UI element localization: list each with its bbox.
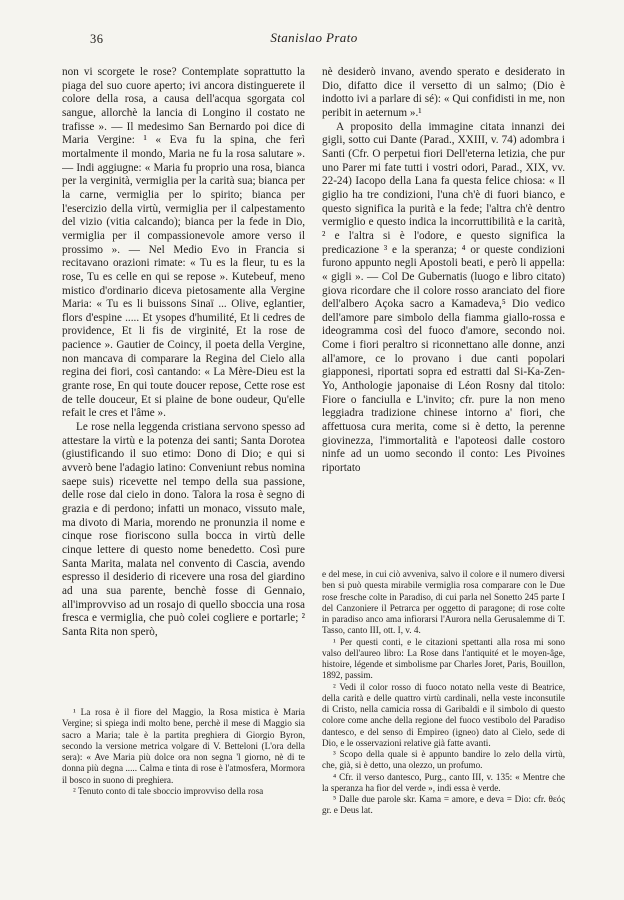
- right-column: [322, 66, 565, 817]
- footnote: ² Tenuto conto di tale sboccio improvviso della rosa: [73, 785, 264, 796]
- footnote: ³ Scopo della quale si è appunto bandire lo zelo della virtù, che, già, si è detto, una olezzo, un profumo.: [322, 749, 565, 771]
- page-number: 36: [90, 32, 104, 46]
- left-column: [62, 66, 305, 817]
- footnote: ¹ La rosa è il fiore del Maggio, la Rosa mistica è Maria Vergine; si spiega indi molto bene, perchè il mese di Maggio sia sacro a Maria; tale è la partita preghiera di Giorgio Byron, secondo la versione metrica volgare di V. Betteloni (L'ora della sera): « Ave Maria più dolce ora non segna 'l giorno, nè di te donna più degna ..... Calma e tinta di rose è l'atmosfera, Mormora il bosco in suono di preghiera.: [62, 707, 305, 785]
- text-columns: [62, 66, 566, 817]
- footnote: e del mese, in cui ciò avveniva, salvo il colore e il numero diversi ben si può questa mirabile vermiglia rosa comparare con le Due rose fresche colte in Paradiso, di cui parla nel Sonetto 245 parte I del Canzoniere il Petrarca per oggetto di paragone; di rose colte in paradiso anco ama infiorarsi l'Aurora nella Gerusalemme di T. Tasso, canto III, ott. I, v. 4.: [322, 569, 565, 636]
- left-main-text: [62, 66, 305, 698]
- left-footnotes: [62, 707, 305, 817]
- paragraph: A proposito della immagine citata innanzi dei gigli, sotto cui Dante (Parad., XXIII, v. 74) adombra i Santi (Cfr. O perpetui fiori Dell'eterna letizia, che pur uno Parer mi fate tutti i vostri odori, Parad., XIX, vv. 22-24) Iacopo della Lana fa questa felice chiosa: « Il giglio ha tre condizioni, l'una ch'è di fuori bianco, e questo significa la purità e la fede; l'altra ch'è dentro vermiglio e questo indica la incorruttibilità e la carità, ² e l'altra si è l'odore, e questo significa la predicazione ³ e la speranza; ⁴ or queste condizioni furono appunto negli Apostoli beati, e però li appella: « gigli ». — Col De Gubernatis (luogo e libro citato) giova ricordare che il colore rosso aranciato del fiore dell'albero Açoka sacro a Kamadeva,⁵ Dio vedico dell'amore pare simbolo della fiamma giallo-rossa e ideogramma così del fuoco d'amore, secondo noi. Come i fiori peraltro si riconnettano alle donne, anzi all'amore, ce lo provano i due canti popolari giapponesi, riportati sopra ed estratti dal Si-Ka-Zen-Yo, Anthologie japonaise di Léon Rosny dal titolo: Fiore o fanciulla e L'invito; cfr. pure la non meno leggiadra tradizione chinese intorno a' fiori, che affettuosa cura merita, come si è detto, la perenne giovinezza, l'immortalità e l'apoteosi dalle costoro ninfe ad un uomo secondo il conto: Les Pivoines riportato: [322, 120, 565, 475]
- footnote: ⁴ Cfr. il verso dantesco, Purg., canto III, v. 135: « Mentre che la speranza ha fior del verde », indi essa è verde.: [322, 771, 565, 793]
- footnote: ² Vedi il color rosso di fuoco notato nella veste di Beatrice, della carità e delle quattro virtù cardinali, nella veste inconsutile di Cristo, nella camicia rossa di Garibaldi e il simbolo di questo colore come anche della regione del fuoco vestibolo del Paradiso dantesco, e del senso di Empireo (igneo) dato al Cielo, sede di Dio, e le osservazioni relative già fatte avanti.: [322, 681, 565, 748]
- page-header: [62, 30, 566, 52]
- right-main-text: [322, 66, 565, 560]
- paragraph: non vi scorgete le rose? Contemplate soprattutto la piaga del suo cuore aperto; ivi ancora distinguerete il colore della rosa, a causa dell'acqua sgorgata col sangue, allorchè la lancia di Longino il costato ne trafisse ». — Il medesimo San Bernardo poi dice di Maria Vergine: ¹ « Eva fu la spina, che ferì mortalmente il mondo, Maria ne fu la rosa salutare ». — Indi aggiugne: « Maria fu proprio una rosa, bianca per la verginità, vermiglia per la carità sua; bianca per la carne, vermiglia per lo spirito; bianca per l'esercizio della virtù, vermiglia per il calpestamento del vizio (vitia calcando); bianca per la fede in Dio, vermiglia per il compassionevole amore verso il prossimo ». — Nel Medio Evo in Francia si recitavano orazioni rimate: « Tu es la fleur, tu es la rose, Tu es celle en qui se repose ». Kutebeuf, meno mistico d'ordinario diceva pietosamente alla Vergine Maria: « Tu es li buissons Sinaï ... Olive, eglantier, flors d'espine ..... Et ysopes d'humilité, Et li cedres de providence, Et li fis de virginité, Et la rose de pacience ». Gautier de Coincy, il poeta della Vergine, non mancava di comparare la Regina del Cielo alla regina dei fiori, così cantando: « La Mère-Dieu est la grante rose, En qui toute doucer repose, Cette rose est de telle douceur, Et si plaine de bone oudeur, Qu'elle refait le cres et l'âme ».: [62, 66, 305, 420]
- right-footnotes: [322, 569, 565, 817]
- footnote: ⁵ Dalle due parole skr. Kama = amore, e deva = Dio: cfr. θεός gr. e Deus lat.: [322, 794, 565, 816]
- paragraph: nè desiderò invano, avendo sperato e desiderato in Dio, difatto dice il versetto di un salmo; (Dio è indotto ivi a parlare di sé): « Qui confidisti in me, non peribit in aeternum ».¹: [322, 66, 565, 119]
- running-title: Stanislao Prato: [270, 30, 358, 45]
- paragraph: Le rose nella leggenda cristiana servono spesso ad attestare la virtù e la potenza dei santi; Santa Dorotea (giustificando il suo etimo: Dono di Dio; e qui si avverò bene l'adagio latino: Conveniunt rebus nomina saepe suis) ricevette nel tempo della sua passione, delle rose dal cielo in dono. Talora la rosa è segno di grazia e di perdono; infatti un monaco, vissuto male, ma divoto di Maria, morendo ne pronunzia il nome e cinque rose fioriscono sulla bocca in virtù delle cinque lettere di questo nome benedetto. Così pure Santa Marita, malata nel convento di Cascia, avendo espresso il desiderio di ricevere una rosa del giardino ad una sua parente, benchè fosse di Gennaio, all'improvviso ad un rosajo di quello sboccia una rosa fresca e vermiglia, che può colei cogliere e portarle; ² Santa Rita non sperò,: [62, 421, 305, 638]
- footnote: ¹ Per questi conti, e le citazioni spettanti alla rosa mi sono valso dell'aureo libro: La Rose dans l'antiquité et le moyen-âge, histoire, légende et simbolisme par Charles Joret, Paris, Bouillon, 1892, passim.: [322, 636, 565, 681]
